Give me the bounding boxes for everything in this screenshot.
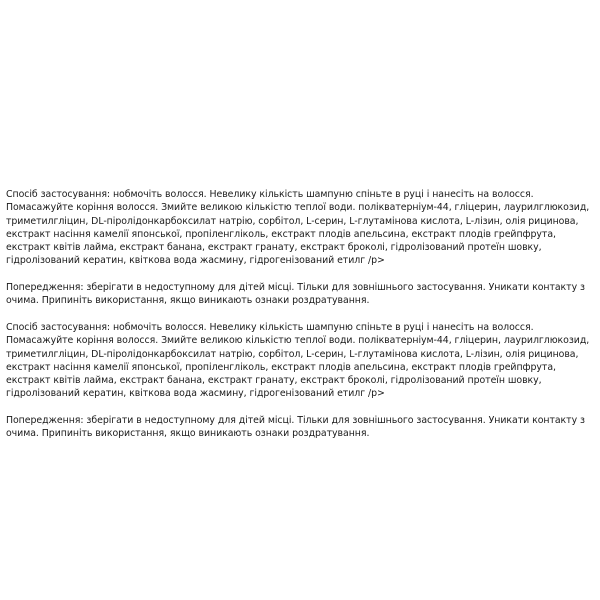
usage-paragraph-2: Спосіб застосування: нобмочіть волосся. Невелику кількість шампуню спіньте в руці і нанесіть на волосся. Помасажуйте коріння волосся. Змийте великою кількістю теплої води. полікватерніум-44, гліцерин, лаурилглюкозид, триметилгліцин, DL-піролідонкарбоксилат натрію, сорбітол, L-серин, L-глутамінова кислота, L-лізин, олія рицинова, екстракт насіння камелії японської, пропіленгліколь, екстракт плодів апельсина, екстракт плодів грейпфрута, екстракт квітів лайма, екстракт банана, екстракт гранату, екстракт броколі, гідролізований протеїн шовку, гідролізований кератин, квіткова вода жасмину, гідрогенізований етилг /p> <box>6 321 590 400</box>
warning-paragraph-1: Попередження: зберігати в недоступному для дітей місці. Тільки для зовнішнього застосування. Уникати контакту з очима. Припиніть використання, якщо виникають ознаки роздратування. <box>6 282 585 307</box>
product-description <box>6 188 596 454</box>
usage-paragraph-1: Спосіб застосування: нобмочіть волосся. Невелику кількість шампуню спіньте в руці і нанесіть на волосся. Помасажуйте коріння волосся. Змийте великою кількістю теплої води. полікватерніум-44, гліцерин, лаурилглюкозид, триметилгліцин, DL-піролідонкарбоксилат натрію, сорбітол, L-серин, L-глутамінова кислота, L-лізин, олія рицинова, екстракт насіння камелії японської, пропіленгліколь, екстракт плодів апельсина, екстракт плодів грейпфрута, екстракт квітів лайма, екстракт банана, екстракт гранату, екстракт броколі, гідролізований протеїн шовку, гідролізований кератин, квіткова вода жасмину, гідрогенізований етилг /p> <box>6 189 590 267</box>
warning-paragraph-2: Попередження: зберігати в недоступному для дітей місці. Тільки для зовнішнього застосування. Уникати контакту з очима. Припиніть використання, якщо виникають ознаки роздратування. <box>6 415 585 440</box>
